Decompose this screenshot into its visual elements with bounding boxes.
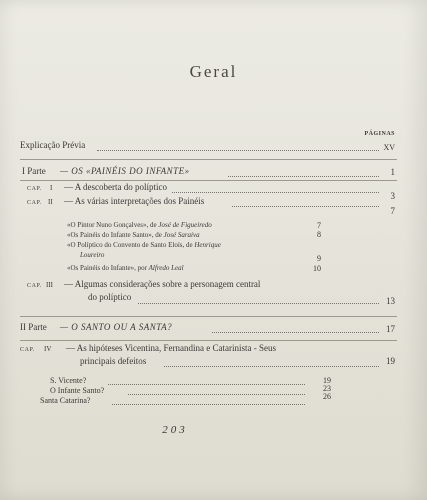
parte1-label: I Parte	[22, 166, 46, 176]
sub-entry-page: 7	[317, 221, 321, 230]
cap3-text-cont: do políptico	[88, 292, 132, 302]
cap1-cap: CAP.	[27, 186, 42, 192]
sub-entry: «Os Painéis do Infante», por Alfredo Leal	[67, 264, 184, 272]
cap4-text: — As hipóteses Vicentina, Fernandina e Catarinista - Seus	[66, 343, 277, 353]
cap1-num: I	[50, 184, 53, 192]
cap3-cap: CAP.	[27, 283, 42, 289]
sub-entry: Loureiro	[80, 251, 105, 259]
cap2-text: — As várias interpretações dos Painéis	[64, 196, 205, 206]
cap4-page: 19	[386, 356, 395, 366]
sub-entry: «O Políptico do Convento de Santo Eloís, de Henrique	[67, 241, 221, 249]
cap2-num: II	[48, 198, 53, 206]
sub2-entry: O Infante Santo?	[50, 386, 105, 395]
cap3-page: 13	[386, 296, 395, 306]
cap1-page: 3	[390, 191, 395, 201]
leader-dots	[228, 176, 379, 177]
page-number: 203	[162, 424, 188, 436]
leader-dots	[138, 303, 379, 304]
sub2-entry-page: 19	[323, 376, 331, 385]
sub2-entry-page: 23	[323, 384, 331, 393]
page-title: Geral	[189, 62, 238, 81]
leader-dots	[164, 366, 379, 367]
leader-dots	[232, 206, 379, 207]
divider	[20, 159, 397, 160]
divider	[20, 340, 397, 341]
cap4-cap: CAP.	[20, 347, 35, 353]
leader-dots	[128, 394, 305, 395]
cap1-text: — A descoberta do políptico	[64, 182, 167, 192]
cap2-page: 7	[390, 206, 395, 216]
cap4-text-cont: principais defeitos	[80, 356, 147, 366]
leader-dots	[112, 404, 305, 405]
cap3-num: III	[46, 281, 53, 289]
leader-dots	[172, 192, 379, 193]
parte1-page: 1	[390, 167, 395, 177]
sub-entry: «O Pintor Nuno Gonçalves», de José de Figueiredo	[67, 221, 212, 229]
leader-dots	[108, 384, 305, 385]
parte2-page: 17	[386, 324, 395, 334]
cap2-cap: CAP.	[27, 200, 42, 206]
divider	[20, 180, 397, 181]
parte2-label: II Parte	[20, 322, 47, 332]
explicacao-page: XV	[383, 143, 395, 152]
sub-entry-page: 10	[313, 264, 321, 273]
sub-entry: «Os Painéis do Infante Santo», de José Saraiva	[67, 231, 200, 239]
parte2-title: — O SANTO OU A SANTA?	[60, 322, 173, 332]
cap4-num: IV	[44, 345, 52, 353]
cap3-text: — Algumas considerações sobre a personagem central	[64, 279, 261, 289]
leader-dots	[97, 150, 379, 151]
sub2-entry: Santa Catarina?	[40, 396, 91, 405]
leader-dots	[212, 332, 379, 333]
sub2-entry-page: 26	[323, 392, 331, 401]
parte1-title: — OS «PAINÉIS DO INFANTE»	[60, 166, 190, 176]
sub-entry-page: 9	[317, 254, 321, 263]
sub2-entry: S. Vicente?	[50, 376, 87, 385]
pages-column-header: PÁGINAS	[364, 131, 395, 137]
divider	[20, 316, 397, 317]
explicacao-label: Explicação Prévia	[20, 140, 86, 150]
sub-entry-page: 8	[317, 230, 321, 239]
